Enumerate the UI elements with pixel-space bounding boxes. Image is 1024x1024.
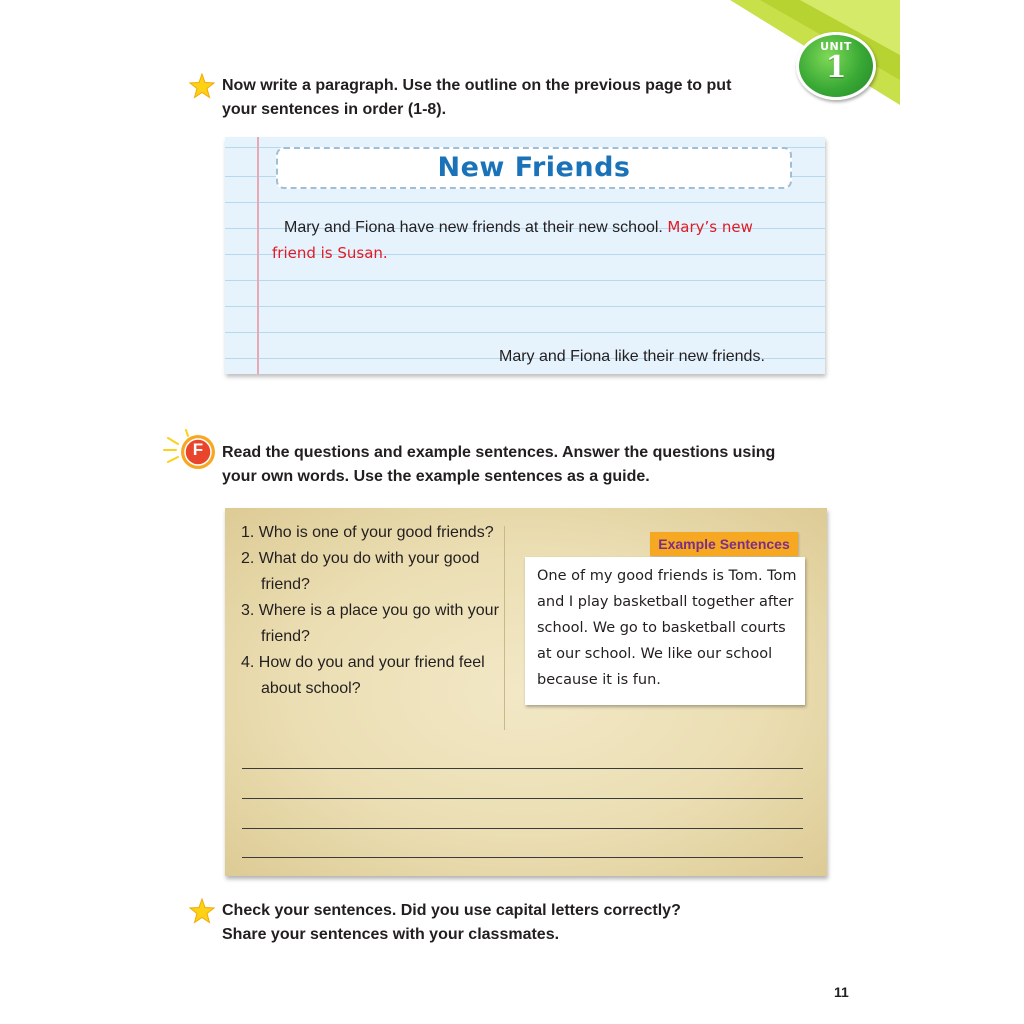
unit-number: 1	[825, 50, 847, 85]
write-paragraph-instruction	[222, 74, 822, 122]
writing-line[interactable]	[242, 768, 803, 769]
question-item: 2. What do you do with your good friend?	[241, 550, 480, 593]
star-icon	[189, 898, 215, 924]
final-line-1: Check your sentences. Did you use capital letters correctly?	[222, 902, 681, 919]
question-item: 4. How do you and your friend feel about school?	[241, 654, 485, 697]
answer-text-part-2: friend is Susan.	[272, 244, 388, 262]
star-icon	[189, 73, 215, 99]
paragraph-line-1	[284, 214, 804, 241]
instruction-line-1: Now write a paragraph. Use the outline on the previous page to put	[222, 77, 732, 94]
example-sentences-tab: Example Sentences	[650, 532, 798, 556]
check-sentences-instruction	[222, 899, 822, 947]
notebook-paper	[225, 137, 825, 374]
question-list	[241, 520, 501, 702]
first-sentence: Mary and Fiona have new friends at their new school.	[284, 219, 663, 236]
page-number: 11	[834, 984, 849, 1000]
column-divider	[504, 526, 505, 730]
final-line-2: Share your sentences with your classmates.	[222, 926, 560, 943]
answer-text-part-1: Mary’s new	[667, 218, 753, 236]
example-text: One of my good friends is Tom. Tom and I play basketball together after school. We go to basketball courts at our school. We like our school because it is fun.	[537, 568, 797, 688]
title-box	[276, 147, 792, 189]
last-sentence: Mary and Fiona like their new friends.	[499, 348, 765, 365]
question-item: 3. Where is a place you go with your friend?	[241, 602, 499, 645]
unit-label: UNIT	[820, 40, 852, 53]
section-f-line-2: your own words. Use the example sentences as a guide.	[222, 468, 650, 485]
question-item: 1. Who is one of your good friends?	[241, 524, 494, 541]
section-f-line-1: Read the questions and example sentences. Answer the questions using	[222, 444, 776, 461]
writing-line[interactable]	[242, 857, 803, 858]
instruction-line-2: your sentences in order (1-8).	[222, 101, 447, 118]
answer-parchment-box	[225, 508, 827, 876]
section-f-instruction	[222, 441, 822, 489]
example-sentences-box	[525, 557, 805, 705]
margin-line	[257, 137, 259, 374]
writing-line[interactable]	[242, 798, 803, 799]
section-f-letter: F	[192, 440, 204, 459]
paragraph-title: New Friends	[437, 152, 631, 183]
writing-line[interactable]	[242, 828, 803, 829]
